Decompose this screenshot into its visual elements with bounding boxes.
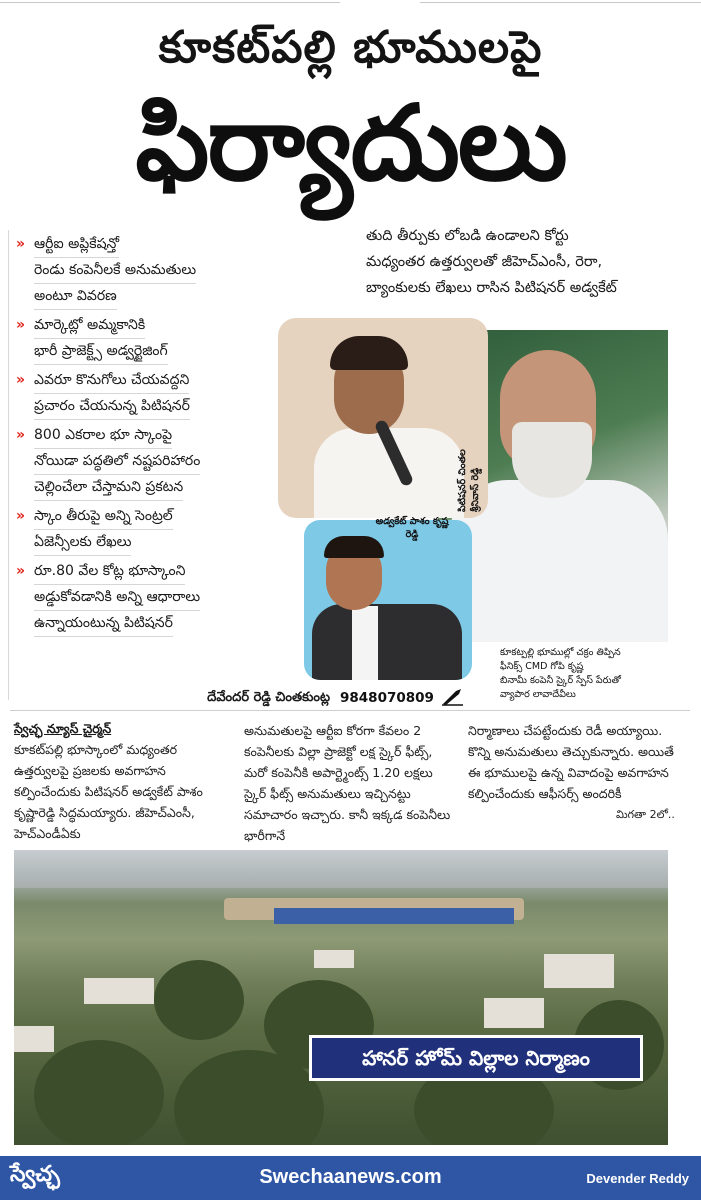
caption-line: ఫీనిక్స్ CMD గోపి కృష్ణ [500,661,584,672]
subhead-line: తుది తీర్పుకు లోబడి ఉండాలని కోర్టు [366,228,569,244]
footer-bar [0,1156,701,1200]
land-photo [14,850,668,1145]
pen-nib-icon [442,688,464,706]
body-text: కూకట్‌పల్లి భూస్కాంలో మధ్యంతర ఉత్తర్వులపై ప్రజలకు అవగాహన కల్పించేందుకు పిటిషనర్ అడ్వకేట్ పాశం కృష్ణారెడ్డి సిద్ధమయ్యారు. జీహెచ్ఎంసీ, హెచ్ఎండీఏకు [14,742,203,841]
bullet-line: రూ.80 వేల కోట్ల భూస్కాంని [34,559,185,585]
website-link[interactable]: Swechaanews.com [259,1166,442,1188]
body-column: అనుమతులపై ఆర్టీఐ కోరగా కేవలం 2 కంపెనీలకు విల్లా ప్రాజెక్టో లక్ష స్కైర్ ఫీట్స్, మరో కంపెనీకి అపార్ట్మెంట్స్ 1.20 లక్షలు స్కైర్ ఫీట్స్ అనుమతులు ఇచ్చినట్టు సమాచారం ఇచ్చారు. కానీ ఇక్కడ కంపెనీలు భారీగానే [244,723,451,843]
bullet-line: 800 ఎకరాల భూ స్కాంపై [34,423,172,449]
phone-number: 9848070809 [340,690,434,706]
photo-caption-gopi-krishna [500,646,670,702]
bullet-list [14,232,284,640]
bullet-icon: » [16,508,26,524]
bullet-line: రెండు కంపెనీలకే అనుమతులు [34,258,196,284]
subhead [366,223,696,301]
caption-line: వ్యాపార లావాదేవీలు [500,689,576,700]
top-rule [0,0,701,6]
column-divider [8,230,9,700]
bullet-icon: » [16,563,26,579]
article-body [14,718,680,843]
bullet-item [14,232,284,310]
bullet-line: ఏజెన్సీలకు లేఖలు [34,530,131,556]
bullet-line: అడ్డుకోవడానికి అన్ని ఆధారాలు [34,585,200,611]
bullet-line: ప్రచారం చేయనున్న పిటిషనర్ [34,394,190,420]
bullet-line: చెల్లించేలా చేస్తామని ప్రకటన [34,475,183,501]
bullet-line: భారీ ప్రాజెక్ట్స్ అడ్వర్టైజింగ్ [34,339,168,365]
divider [10,710,690,711]
bullet-icon: » [16,317,26,333]
bullet-line: ఉన్నాయంటున్న పిటిషనర్ [34,611,173,637]
dateline: స్వేచ్ఛ న్యూస్ చైర్మన్ [14,721,112,736]
bullet-item [14,504,284,556]
headline: ఫిర్యాదులు [135,82,566,204]
brand-logo: స్వేచ్ఛ [10,1162,60,1187]
bullet-item [14,313,284,365]
bullet-icon: » [16,236,26,252]
body-column [14,718,224,844]
bullet-icon: » [16,427,26,443]
photo-advocate [304,520,472,680]
byline: దేవేందర్ రెడ్డి చింతకుంట్ల [207,690,330,705]
bullet-item [14,559,284,637]
caption-line: బినామీ కంపెనీ స్కైర్ స్పేస్ పేరుతో [500,675,621,686]
subhead-line: బ్యాంకులకు లేఖలు రాసిన పిటిషనర్ అడ్వకేట్ [366,280,617,296]
land-photo-caption: హానర్ హోమ్ విల్లాల నిర్మాణం [312,1038,640,1078]
caption-line: కూకట్పల్లి భూముల్లో చక్రం తిప్పిన [500,647,621,658]
author-credit: Devender Reddy [586,1171,689,1186]
bullet-line: ఆర్టీఐ అప్లికేషన్తో [34,232,119,258]
photo-caption-petitioner: పిటిషనర్ చింతల శ్రీనివాస్ రెడ్డి [457,449,481,512]
bullet-line: స్కాం తీరుపై అన్ని సెంట్రల్ [34,504,173,530]
subhead-line: మధ్యంతర ఉత్తర్వులతో జీహెచ్ఎంసీ, రెరా, [366,254,603,270]
bullet-icon: » [16,372,26,388]
bullet-line: నోయిడా పద్ధతిలో నష్టపరిహారం [34,449,200,475]
body-column: నిర్మాణాలు చేపట్టేందుకు రెడీ అయ్యాయి. కొన్ని అనుమతులు తెచ్చుకున్నారు. అయితే ఈ భూములపై ఉన్న వివాదంపై అవగాహన కల్పించేందుకు ఆఫీసర్స్ అందరికీ [468,723,674,801]
bullet-item [14,368,284,420]
continued-note: మిగతా 2లో.. [616,808,675,821]
bullet-line: ఎవరూ కొనుగోలు చేయవద్దని [34,368,189,394]
kicker: కూకట్‌పల్లి భూములపై [158,22,543,73]
bullet-line: మార్కెట్లో అమ్మకానికి [34,313,145,339]
photo-caption-advocate: అడ్వకేట్ పాశం కృష్ణ రెడ్డి [375,516,449,540]
bullet-line: అంటూ వివరణ [34,284,117,310]
bullet-item [14,423,284,501]
